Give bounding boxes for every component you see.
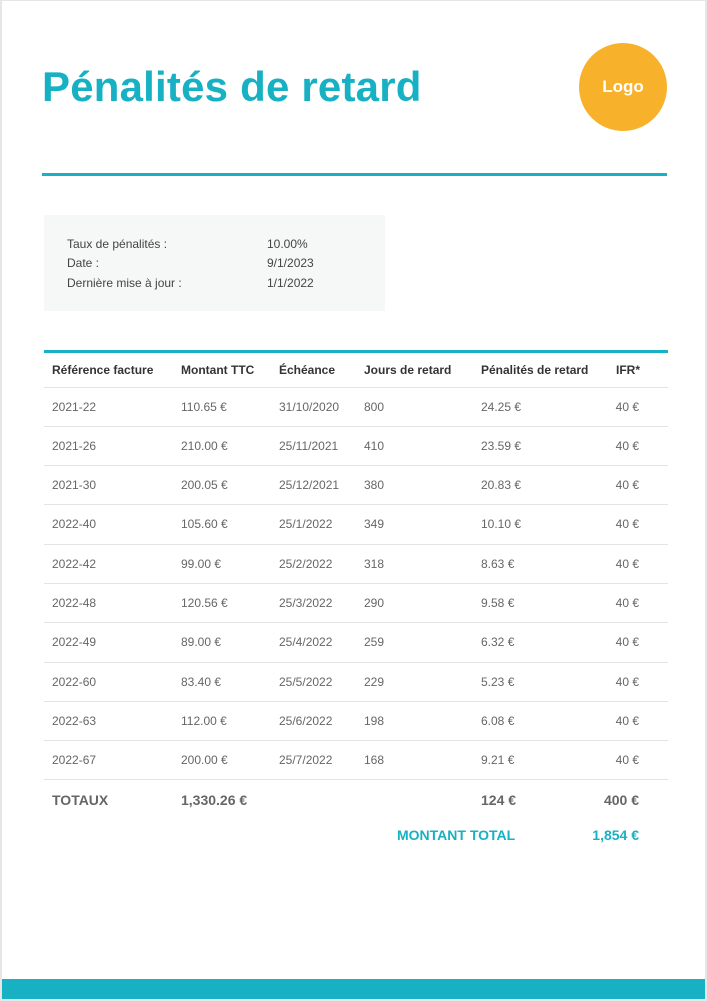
cell-ifr: 40 € — [615, 635, 639, 649]
col-header-days-late: Jours de retard — [364, 363, 452, 377]
totals-label: TOTAUX — [52, 792, 109, 808]
page-title: Pénalités de retard — [42, 63, 422, 110]
cell-penalties: 10.10 € — [481, 517, 522, 531]
cell-due-date: 25/1/2022 — [279, 517, 333, 531]
cell-due-date: 25/7/2022 — [279, 753, 333, 767]
table-row — [44, 466, 668, 505]
cell-reference: 2022-40 — [52, 517, 97, 531]
cell-days-late: 290 — [364, 596, 385, 610]
rate-label: Taux de pénalités : — [67, 237, 168, 251]
table-row — [44, 505, 668, 545]
cell-reference: 2022-67 — [52, 753, 97, 767]
cell-amount: 112.00 € — [181, 714, 227, 728]
cell-due-date: 25/12/2021 — [279, 478, 340, 492]
table-row — [44, 702, 668, 741]
cell-amount: 83.40 € — [181, 675, 222, 689]
cell-amount: 105.60 € — [181, 517, 228, 531]
table-row — [44, 545, 668, 584]
table-row — [44, 741, 668, 780]
cell-reference: 2021-22 — [52, 400, 97, 414]
cell-days-late: 410 — [364, 439, 385, 453]
cell-penalties: 6.08 € — [481, 714, 515, 728]
cell-days-late: 380 — [364, 478, 385, 492]
col-header-reference: Référence facture — [52, 363, 154, 377]
cell-penalties: 24.25 € — [481, 400, 522, 414]
cell-days-late: 318 — [364, 557, 385, 571]
col-header-due-date: Échéance — [279, 363, 336, 377]
cell-amount: 200.00 € — [181, 753, 228, 767]
cell-due-date: 25/11/2021 — [279, 439, 339, 453]
cell-reference: 2022-48 — [52, 596, 97, 610]
cell-ifr: 40 € — [615, 557, 639, 571]
cell-amount: 120.56 € — [181, 596, 228, 610]
cell-days-late: 349 — [364, 517, 385, 531]
invoice-page — [2, 1, 705, 999]
cell-amount: 200.05 € — [181, 478, 228, 492]
grand-total — [2, 823, 705, 847]
table-row — [44, 584, 668, 623]
cell-due-date: 25/4/2022 — [279, 635, 333, 649]
cell-due-date: 25/2/2022 — [279, 557, 333, 571]
cell-penalties: 20.83 € — [481, 478, 522, 492]
cell-penalties: 8.63 € — [481, 557, 515, 571]
grand-total-value: 1,854 € — [592, 827, 639, 843]
cell-reference: 2022-60 — [52, 675, 97, 689]
cell-due-date: 25/6/2022 — [279, 714, 333, 728]
logo-badge: Logo — [579, 43, 667, 131]
cell-ifr: 40 € — [615, 400, 639, 414]
rate-value: 10.00% — [267, 237, 308, 251]
cell-ifr: 40 € — [615, 517, 639, 531]
col-header-penalties: Pénalités de retard — [481, 363, 589, 377]
cell-reference: 2022-49 — [52, 635, 97, 649]
cell-reference: 2022-63 — [52, 714, 97, 728]
col-header-ifr: IFR* — [616, 363, 640, 377]
totals-penalties: 124 € — [481, 792, 517, 808]
penalties-table — [44, 350, 668, 820]
footer-bar — [2, 979, 705, 999]
cell-ifr: 40 € — [615, 714, 639, 728]
table-header-row — [44, 353, 668, 388]
col-header-amount: Montant TTC — [181, 363, 255, 377]
cell-ifr: 40 € — [615, 753, 639, 767]
cell-ifr: 40 € — [615, 675, 639, 689]
update-label: Dernière mise à jour : — [67, 276, 182, 290]
cell-penalties: 5.23 € — [481, 675, 515, 689]
table-row — [44, 663, 668, 702]
cell-penalties: 9.21 € — [481, 753, 515, 767]
totals-ifr: 400 € — [603, 792, 639, 808]
cell-days-late: 198 — [364, 714, 385, 728]
cell-days-late: 229 — [364, 675, 385, 689]
date-label: Date : — [67, 256, 100, 270]
cell-ifr: 40 € — [615, 439, 639, 453]
cell-days-late: 800 — [364, 400, 385, 414]
cell-reference: 2022-42 — [52, 557, 97, 571]
grand-total-label: MONTANT TOTAL — [397, 827, 516, 843]
cell-reference: 2021-26 — [52, 439, 97, 453]
table-row — [44, 427, 668, 466]
totals-row — [44, 780, 668, 820]
cell-penalties: 23.59 € — [481, 439, 522, 453]
cell-amount: 110.65 € — [181, 400, 227, 414]
cell-amount: 210.00 € — [181, 439, 228, 453]
totals-amount: 1,330.26 € — [181, 792, 248, 808]
cell-amount: 89.00 € — [181, 635, 222, 649]
cell-amount: 99.00 € — [181, 557, 222, 571]
cell-penalties: 6.32 € — [481, 635, 515, 649]
cell-penalties: 9.58 € — [481, 596, 515, 610]
cell-reference: 2021-30 — [52, 478, 97, 492]
cell-due-date: 25/3/2022 — [279, 596, 333, 610]
table-row — [44, 388, 668, 427]
info-panel — [44, 215, 385, 311]
date-value: 9/1/2023 — [267, 256, 314, 270]
cell-due-date: 25/5/2022 — [279, 675, 333, 689]
cell-days-late: 259 — [364, 635, 385, 649]
cell-ifr: 40 € — [615, 596, 639, 610]
cell-ifr: 40 € — [615, 478, 639, 492]
cell-due-date: 31/10/2020 — [279, 400, 340, 414]
update-value: 1/1/2022 — [267, 276, 314, 290]
cell-days-late: 168 — [364, 753, 385, 767]
header-divider — [42, 173, 667, 176]
table-row — [44, 623, 668, 663]
